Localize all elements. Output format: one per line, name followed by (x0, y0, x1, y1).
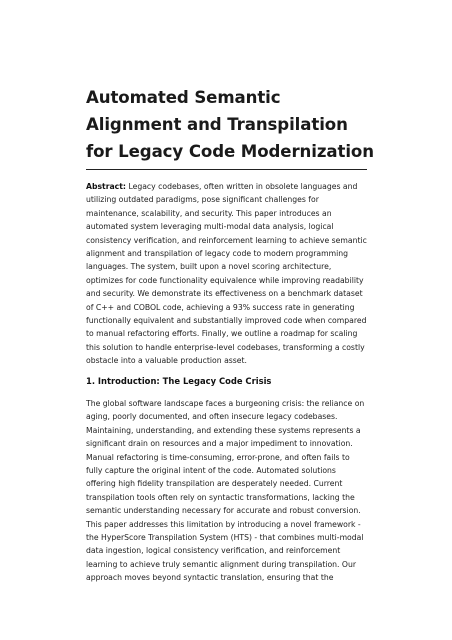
abstract-text: Legacy codebases, often written in obsolete languages and utilizing outdated paradigms, pose significant challenges for maintenance, scalability, and security. This paper introduces an automated system leveraging multi-modal data analysis, logical consistency verification, and reinforcement learning to achieve semantic alignment and transpilation of legacy code to modern programming languages. The system, built upon a novel scoring architecture, optimizes for code functionality equivalence while improving readability and security. We demonstrate its effectiveness on a benchmark dataset of C++ and COBOL code, achieving a 93% success rate in generating functionally equivalent and substantially improved code when compared to manual refactoring efforts. Finally, we outline a roadmap for scaling this solution to handle enterprise-level codebases, transforming a costly obstacle into a valuable production asset. (86, 182, 367, 366)
section-body-text: The global software landscape faces a burgeoning crisis: the reliance on aging, poorly documented, and often insecure legacy codebases. Maintaining, understanding, and extending these systems represents a significant drain on resources and a major impediment to innovation. Manual refactoring is time-consuming, error-prone, and often fails to fully capture the original intent of the code. Automated solutions offering high fidelity transpilation are desperately needed. Current transpilation tools often rely on syntactic transformations, lacking the semantic understanding necessary for accurate and robust conversion. This paper addresses this limitation by introducing a novel framework - the HyperScore Transpilation System (HTS) - that combines multi-modal data ingestion, logical consistency verification, and reinforcement learning to achieve truly semantic alignment during transpilation. Our approach moves beyond syntactic translation, ensuring that the (86, 399, 365, 583)
title-divider (86, 169, 367, 170)
abstract-label: Abstract: (86, 182, 126, 191)
section-heading: 1. Introduction: The Legacy Code Crisis (86, 376, 272, 386)
abstract-paragraph (86, 180, 368, 368)
paper-title: Automated Semantic Alignment and Transpilation for Legacy Code Modernization (86, 88, 374, 161)
